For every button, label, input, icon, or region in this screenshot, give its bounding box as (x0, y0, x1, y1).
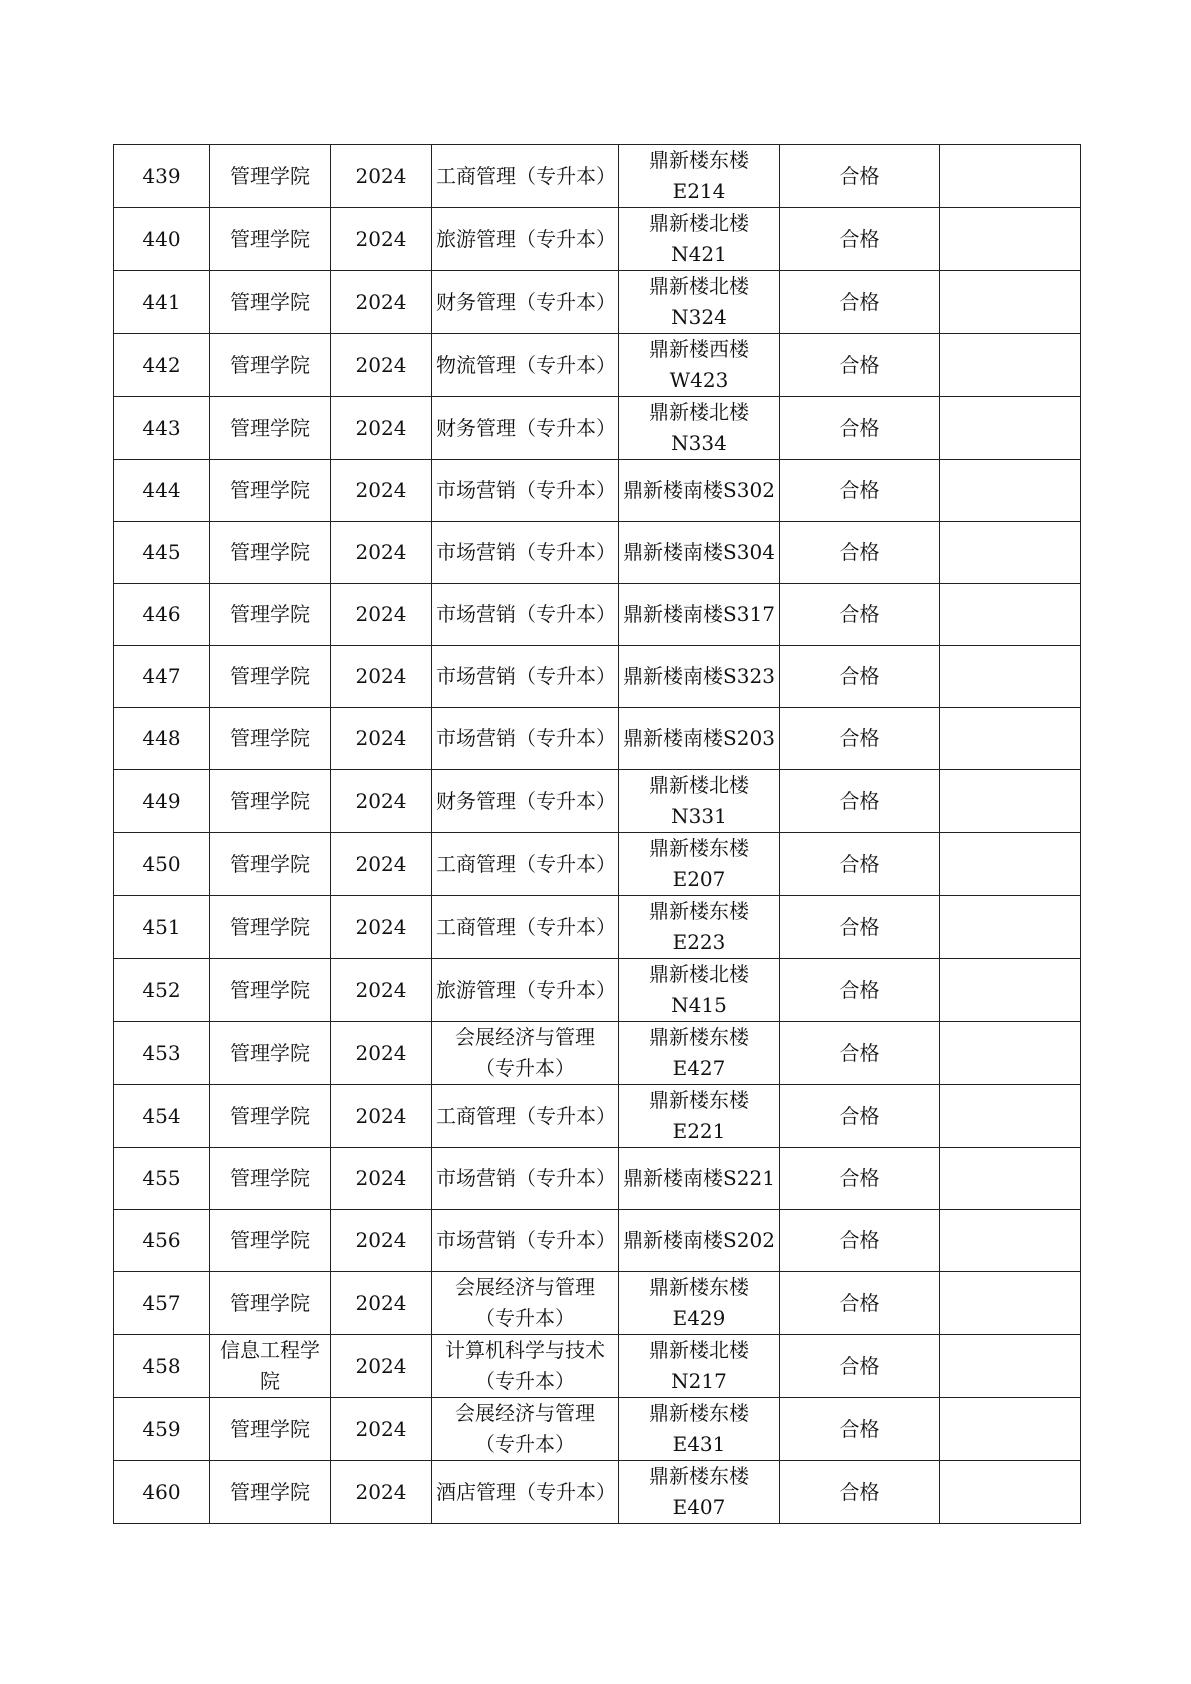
major-cell: 会展经济与管理（专升本） (432, 1398, 619, 1461)
major-cell: 工商管理（专升本） (432, 1085, 619, 1148)
major-cell: 财务管理（专升本） (432, 770, 619, 833)
room-cell: 鼎新楼东楼E427 (619, 1022, 780, 1085)
row-number: 456 (114, 1210, 210, 1272)
college-cell: 管理学院 (210, 646, 331, 708)
college-cell: 管理学院 (210, 1085, 331, 1148)
result-cell: 合格 (780, 1461, 940, 1524)
result-cell: 合格 (780, 708, 940, 770)
major-cell: 市场营销（专升本） (432, 708, 619, 770)
table-row (114, 646, 1081, 708)
room-cell: 鼎新楼东楼E221 (619, 1085, 780, 1148)
room-cell: 鼎新楼南楼S202 (619, 1210, 780, 1272)
year-cell: 2024 (331, 208, 432, 271)
college-cell: 管理学院 (210, 1210, 331, 1272)
result-cell: 合格 (780, 522, 940, 584)
college-cell: 管理学院 (210, 271, 331, 334)
year-cell: 2024 (331, 334, 432, 397)
note-cell (940, 833, 1081, 896)
major-cell: 市场营销（专升本） (432, 522, 619, 584)
room-cell: 鼎新楼东楼E407 (619, 1461, 780, 1524)
note-cell (940, 1335, 1081, 1398)
room-cell: 鼎新楼南楼S317 (619, 584, 780, 646)
result-cell: 合格 (780, 1022, 940, 1085)
note-cell (940, 1085, 1081, 1148)
note-cell (940, 397, 1081, 460)
table-row (114, 208, 1081, 271)
college-cell: 管理学院 (210, 145, 331, 208)
year-cell: 2024 (331, 522, 432, 584)
note-cell (940, 271, 1081, 334)
row-number: 441 (114, 271, 210, 334)
row-number: 443 (114, 397, 210, 460)
note-cell (940, 1148, 1081, 1210)
results-table (113, 144, 1081, 1524)
note-cell (940, 646, 1081, 708)
result-cell: 合格 (780, 833, 940, 896)
room-cell: 鼎新楼北楼N217 (619, 1335, 780, 1398)
college-cell: 信息工程学院 (210, 1335, 331, 1398)
room-cell: 鼎新楼东楼E214 (619, 145, 780, 208)
major-cell: 旅游管理（专升本） (432, 208, 619, 271)
table-row (114, 1461, 1081, 1524)
result-cell: 合格 (780, 896, 940, 959)
note-cell (940, 1461, 1081, 1524)
row-number: 458 (114, 1335, 210, 1398)
college-cell: 管理学院 (210, 1461, 331, 1524)
college-cell: 管理学院 (210, 959, 331, 1022)
table-row (114, 1398, 1081, 1461)
table-row (114, 334, 1081, 397)
table-row (114, 522, 1081, 584)
note-cell (940, 959, 1081, 1022)
result-cell: 合格 (780, 271, 940, 334)
year-cell: 2024 (331, 1398, 432, 1461)
major-cell: 工商管理（专升本） (432, 896, 619, 959)
room-cell: 鼎新楼南楼S304 (619, 522, 780, 584)
results-table-body (114, 145, 1081, 1524)
table-row (114, 271, 1081, 334)
result-cell: 合格 (780, 334, 940, 397)
note-cell (940, 334, 1081, 397)
major-cell: 财务管理（专升本） (432, 397, 619, 460)
row-number: 454 (114, 1085, 210, 1148)
major-cell: 工商管理（专升本） (432, 833, 619, 896)
room-cell: 鼎新楼南楼S203 (619, 708, 780, 770)
result-cell: 合格 (780, 646, 940, 708)
table-row (114, 896, 1081, 959)
year-cell: 2024 (331, 770, 432, 833)
room-cell: 鼎新楼南楼S302 (619, 460, 780, 522)
year-cell: 2024 (331, 145, 432, 208)
room-cell: 鼎新楼东楼E207 (619, 833, 780, 896)
room-cell: 鼎新楼西楼W423 (619, 334, 780, 397)
row-number: 459 (114, 1398, 210, 1461)
row-number: 450 (114, 833, 210, 896)
row-number: 446 (114, 584, 210, 646)
table-row (114, 1335, 1081, 1398)
table-row (114, 1085, 1081, 1148)
row-number: 447 (114, 646, 210, 708)
row-number: 453 (114, 1022, 210, 1085)
note-cell (940, 1272, 1081, 1335)
row-number: 452 (114, 959, 210, 1022)
year-cell: 2024 (331, 896, 432, 959)
year-cell: 2024 (331, 271, 432, 334)
note-cell (940, 708, 1081, 770)
college-cell: 管理学院 (210, 584, 331, 646)
college-cell: 管理学院 (210, 208, 331, 271)
result-cell: 合格 (780, 1272, 940, 1335)
table-row (114, 833, 1081, 896)
major-cell: 市场营销（专升本） (432, 1148, 619, 1210)
note-cell (940, 1210, 1081, 1272)
college-cell: 管理学院 (210, 397, 331, 460)
room-cell: 鼎新楼东楼E223 (619, 896, 780, 959)
college-cell: 管理学院 (210, 522, 331, 584)
result-cell: 合格 (780, 959, 940, 1022)
table-row (114, 584, 1081, 646)
table-row (114, 1022, 1081, 1085)
college-cell: 管理学院 (210, 334, 331, 397)
result-cell: 合格 (780, 397, 940, 460)
note-cell (940, 896, 1081, 959)
college-cell: 管理学院 (210, 1398, 331, 1461)
room-cell: 鼎新楼北楼N415 (619, 959, 780, 1022)
row-number: 442 (114, 334, 210, 397)
year-cell: 2024 (331, 1272, 432, 1335)
table-row (114, 397, 1081, 460)
year-cell: 2024 (331, 959, 432, 1022)
major-cell: 市场营销（专升本） (432, 460, 619, 522)
table-row (114, 770, 1081, 833)
room-cell: 鼎新楼东楼E431 (619, 1398, 780, 1461)
row-number: 439 (114, 145, 210, 208)
table-row (114, 1148, 1081, 1210)
row-number: 445 (114, 522, 210, 584)
major-cell: 会展经济与管理（专升本） (432, 1272, 619, 1335)
college-cell: 管理学院 (210, 460, 331, 522)
result-cell: 合格 (780, 1085, 940, 1148)
note-cell (940, 208, 1081, 271)
note-cell (940, 145, 1081, 208)
year-cell: 2024 (331, 584, 432, 646)
row-number: 457 (114, 1272, 210, 1335)
room-cell: 鼎新楼北楼N334 (619, 397, 780, 460)
year-cell: 2024 (331, 1335, 432, 1398)
row-number: 444 (114, 460, 210, 522)
college-cell: 管理学院 (210, 833, 331, 896)
note-cell (940, 770, 1081, 833)
year-cell: 2024 (331, 1022, 432, 1085)
major-cell: 会展经济与管理（专升本） (432, 1022, 619, 1085)
major-cell: 市场营销（专升本） (432, 1210, 619, 1272)
table-row (114, 145, 1081, 208)
major-cell: 计算机科学与技术（专升本） (432, 1335, 619, 1398)
table-row (114, 959, 1081, 1022)
major-cell: 物流管理（专升本） (432, 334, 619, 397)
year-cell: 2024 (331, 397, 432, 460)
college-cell: 管理学院 (210, 770, 331, 833)
result-cell: 合格 (780, 770, 940, 833)
room-cell: 鼎新楼东楼E429 (619, 1272, 780, 1335)
table-row (114, 460, 1081, 522)
result-cell: 合格 (780, 1210, 940, 1272)
result-cell: 合格 (780, 1335, 940, 1398)
major-cell: 市场营销（专升本） (432, 646, 619, 708)
result-cell: 合格 (780, 208, 940, 271)
year-cell: 2024 (331, 460, 432, 522)
major-cell: 旅游管理（专升本） (432, 959, 619, 1022)
note-cell (940, 522, 1081, 584)
row-number: 455 (114, 1148, 210, 1210)
year-cell: 2024 (331, 1461, 432, 1524)
college-cell: 管理学院 (210, 1148, 331, 1210)
college-cell: 管理学院 (210, 1022, 331, 1085)
row-number: 449 (114, 770, 210, 833)
row-number: 440 (114, 208, 210, 271)
room-cell: 鼎新楼北楼N324 (619, 271, 780, 334)
college-cell: 管理学院 (210, 708, 331, 770)
note-cell (940, 1022, 1081, 1085)
major-cell: 工商管理（专升本） (432, 145, 619, 208)
result-cell: 合格 (780, 145, 940, 208)
major-cell: 市场营销（专升本） (432, 584, 619, 646)
year-cell: 2024 (331, 708, 432, 770)
result-cell: 合格 (780, 584, 940, 646)
result-cell: 合格 (780, 1398, 940, 1461)
college-cell: 管理学院 (210, 896, 331, 959)
note-cell (940, 1398, 1081, 1461)
result-cell: 合格 (780, 1148, 940, 1210)
room-cell: 鼎新楼北楼N421 (619, 208, 780, 271)
note-cell (940, 584, 1081, 646)
year-cell: 2024 (331, 1210, 432, 1272)
table-row (114, 1272, 1081, 1335)
year-cell: 2024 (331, 833, 432, 896)
major-cell: 酒店管理（专升本） (432, 1461, 619, 1524)
row-number: 460 (114, 1461, 210, 1524)
year-cell: 2024 (331, 646, 432, 708)
college-cell: 管理学院 (210, 1272, 331, 1335)
row-number: 451 (114, 896, 210, 959)
room-cell: 鼎新楼南楼S323 (619, 646, 780, 708)
room-cell: 鼎新楼南楼S221 (619, 1148, 780, 1210)
row-number: 448 (114, 708, 210, 770)
note-cell (940, 460, 1081, 522)
year-cell: 2024 (331, 1148, 432, 1210)
table-row (114, 1210, 1081, 1272)
major-cell: 财务管理（专升本） (432, 271, 619, 334)
room-cell: 鼎新楼北楼N331 (619, 770, 780, 833)
year-cell: 2024 (331, 1085, 432, 1148)
table-row (114, 708, 1081, 770)
result-cell: 合格 (780, 460, 940, 522)
